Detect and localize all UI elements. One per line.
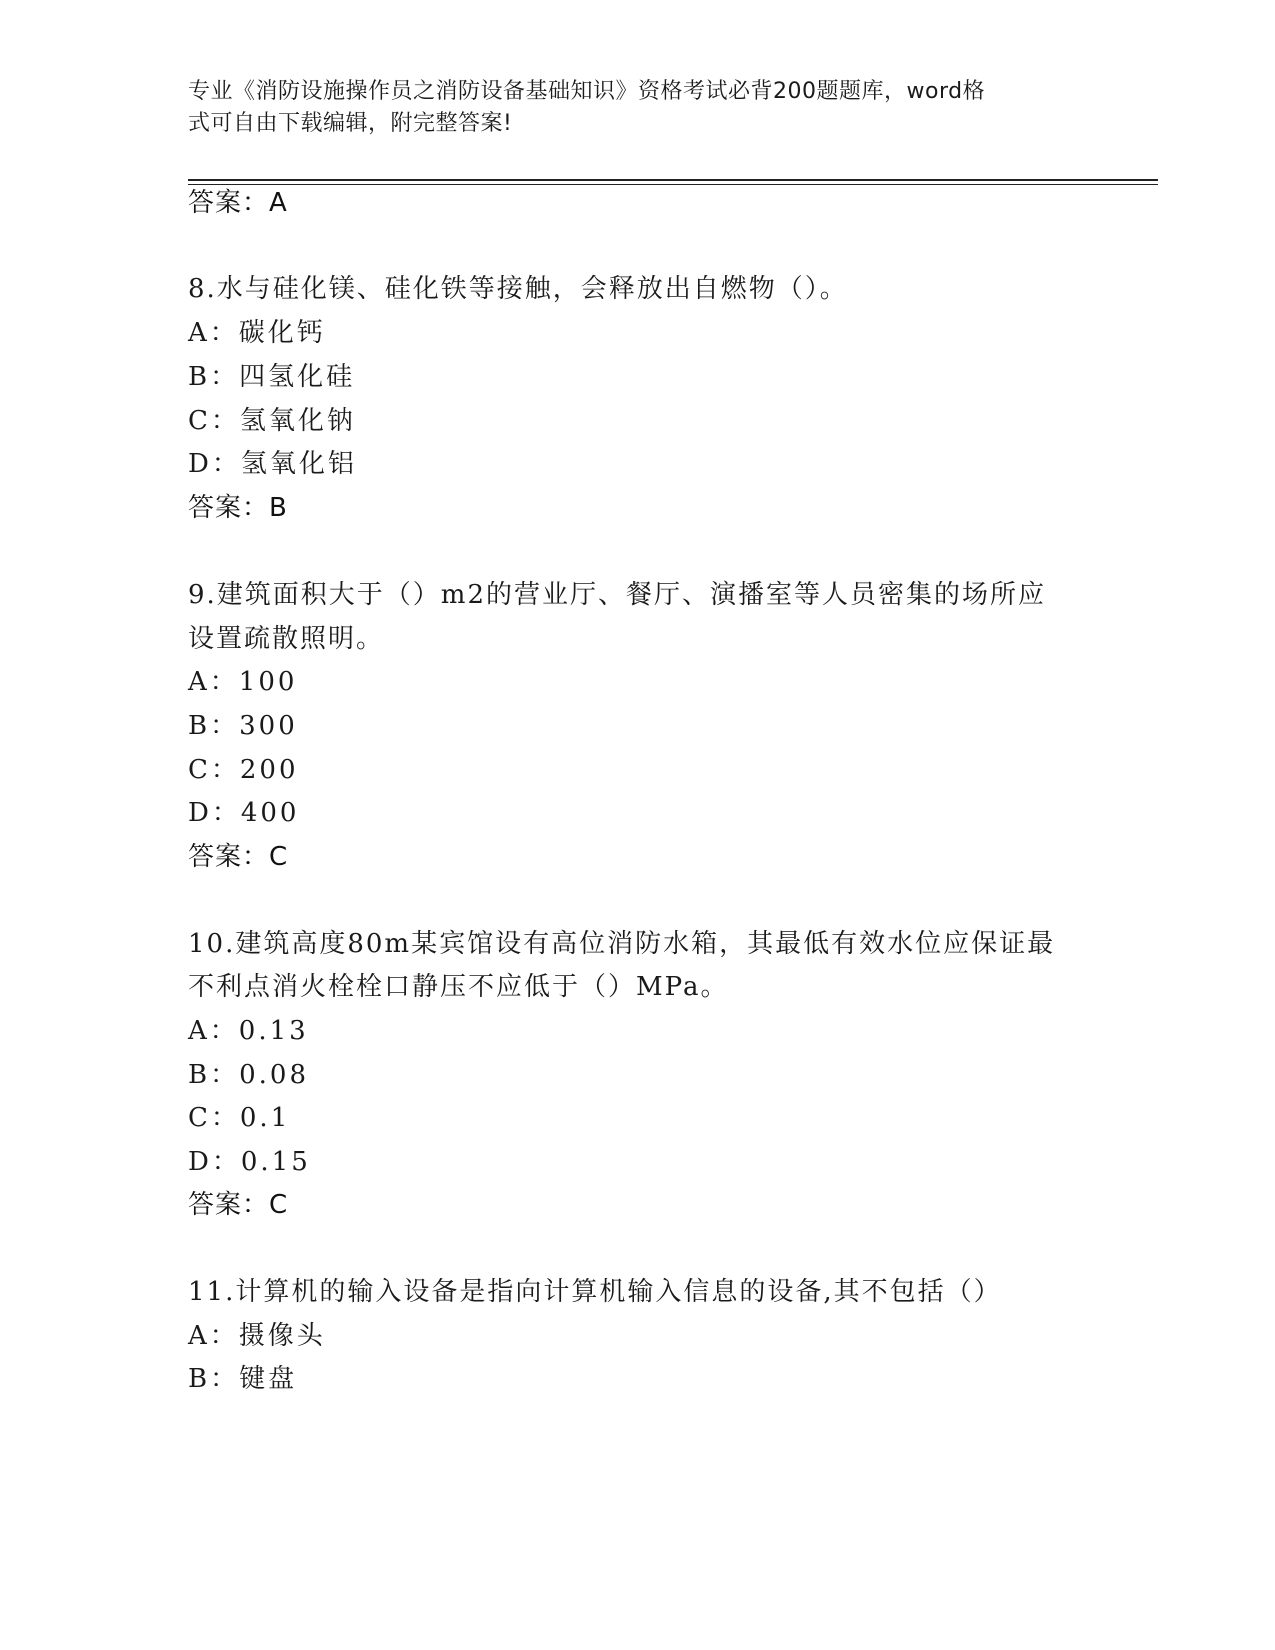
header-line-1: 专业《消防设施操作员之消防设备基础知识》资格考试必背200题题库，word格: [188, 79, 986, 104]
question-9-stem-line-1: 9.建筑面积大于（）m2的营业厅、餐厅、演播室等人员密集的场所应: [188, 580, 1047, 610]
header-line-2: 式可自由下载编辑，附完整答案!: [188, 111, 513, 136]
question-10-option-b: B：0.08: [188, 1060, 309, 1090]
question-11-option-b: B：键盘: [188, 1364, 298, 1394]
question-10-option-a: A：0.13: [188, 1016, 309, 1046]
question-8-option-b: B：四氢化硅: [188, 362, 356, 392]
question-10-answer: 答案：C: [188, 1190, 289, 1220]
question-9-stem-line-2: 设置疏散照明。: [188, 624, 385, 654]
question-10-stem-line-1: 10.建筑高度80m某宾馆设有高位消防水箱，其最低有效水位应保证最: [188, 929, 1056, 959]
previous-answer: 答案：A: [188, 188, 288, 218]
question-11-option-a: A：摄像头: [188, 1321, 326, 1351]
question-8-answer: 答案：B: [188, 493, 288, 523]
question-9-answer: 答案：C: [188, 842, 289, 872]
question-10-option-d: D：0.15: [188, 1147, 311, 1177]
question-9-option-b: B：300: [188, 711, 298, 741]
question-8-option-d: D：氢氧化铝: [188, 449, 357, 479]
header-rule-thin: [188, 184, 1158, 185]
question-10-stem-line-2: 不利点消火栓栓口静压不应低于（）MPa。: [188, 972, 729, 1002]
question-9-option-c: C：200: [188, 755, 299, 785]
question-8-option-a: A：碳化钙: [188, 318, 326, 348]
question-9-option-d: D：400: [188, 798, 300, 828]
question-8-option-c: C：氢氧化钠: [188, 406, 356, 436]
question-11-stem: 11.计算机的输入设备是指向计算机输入信息的设备,其不包括（）: [188, 1277, 1002, 1307]
question-8-stem: 8.水与硅化镁、硅化铁等接触，会释放出自燃物（）。: [188, 274, 848, 304]
question-9-option-a: A：100: [188, 667, 298, 697]
document-header: [188, 76, 1068, 140]
header-rule-thick: [188, 179, 1158, 181]
question-10-option-c: C：0.1: [188, 1103, 291, 1133]
